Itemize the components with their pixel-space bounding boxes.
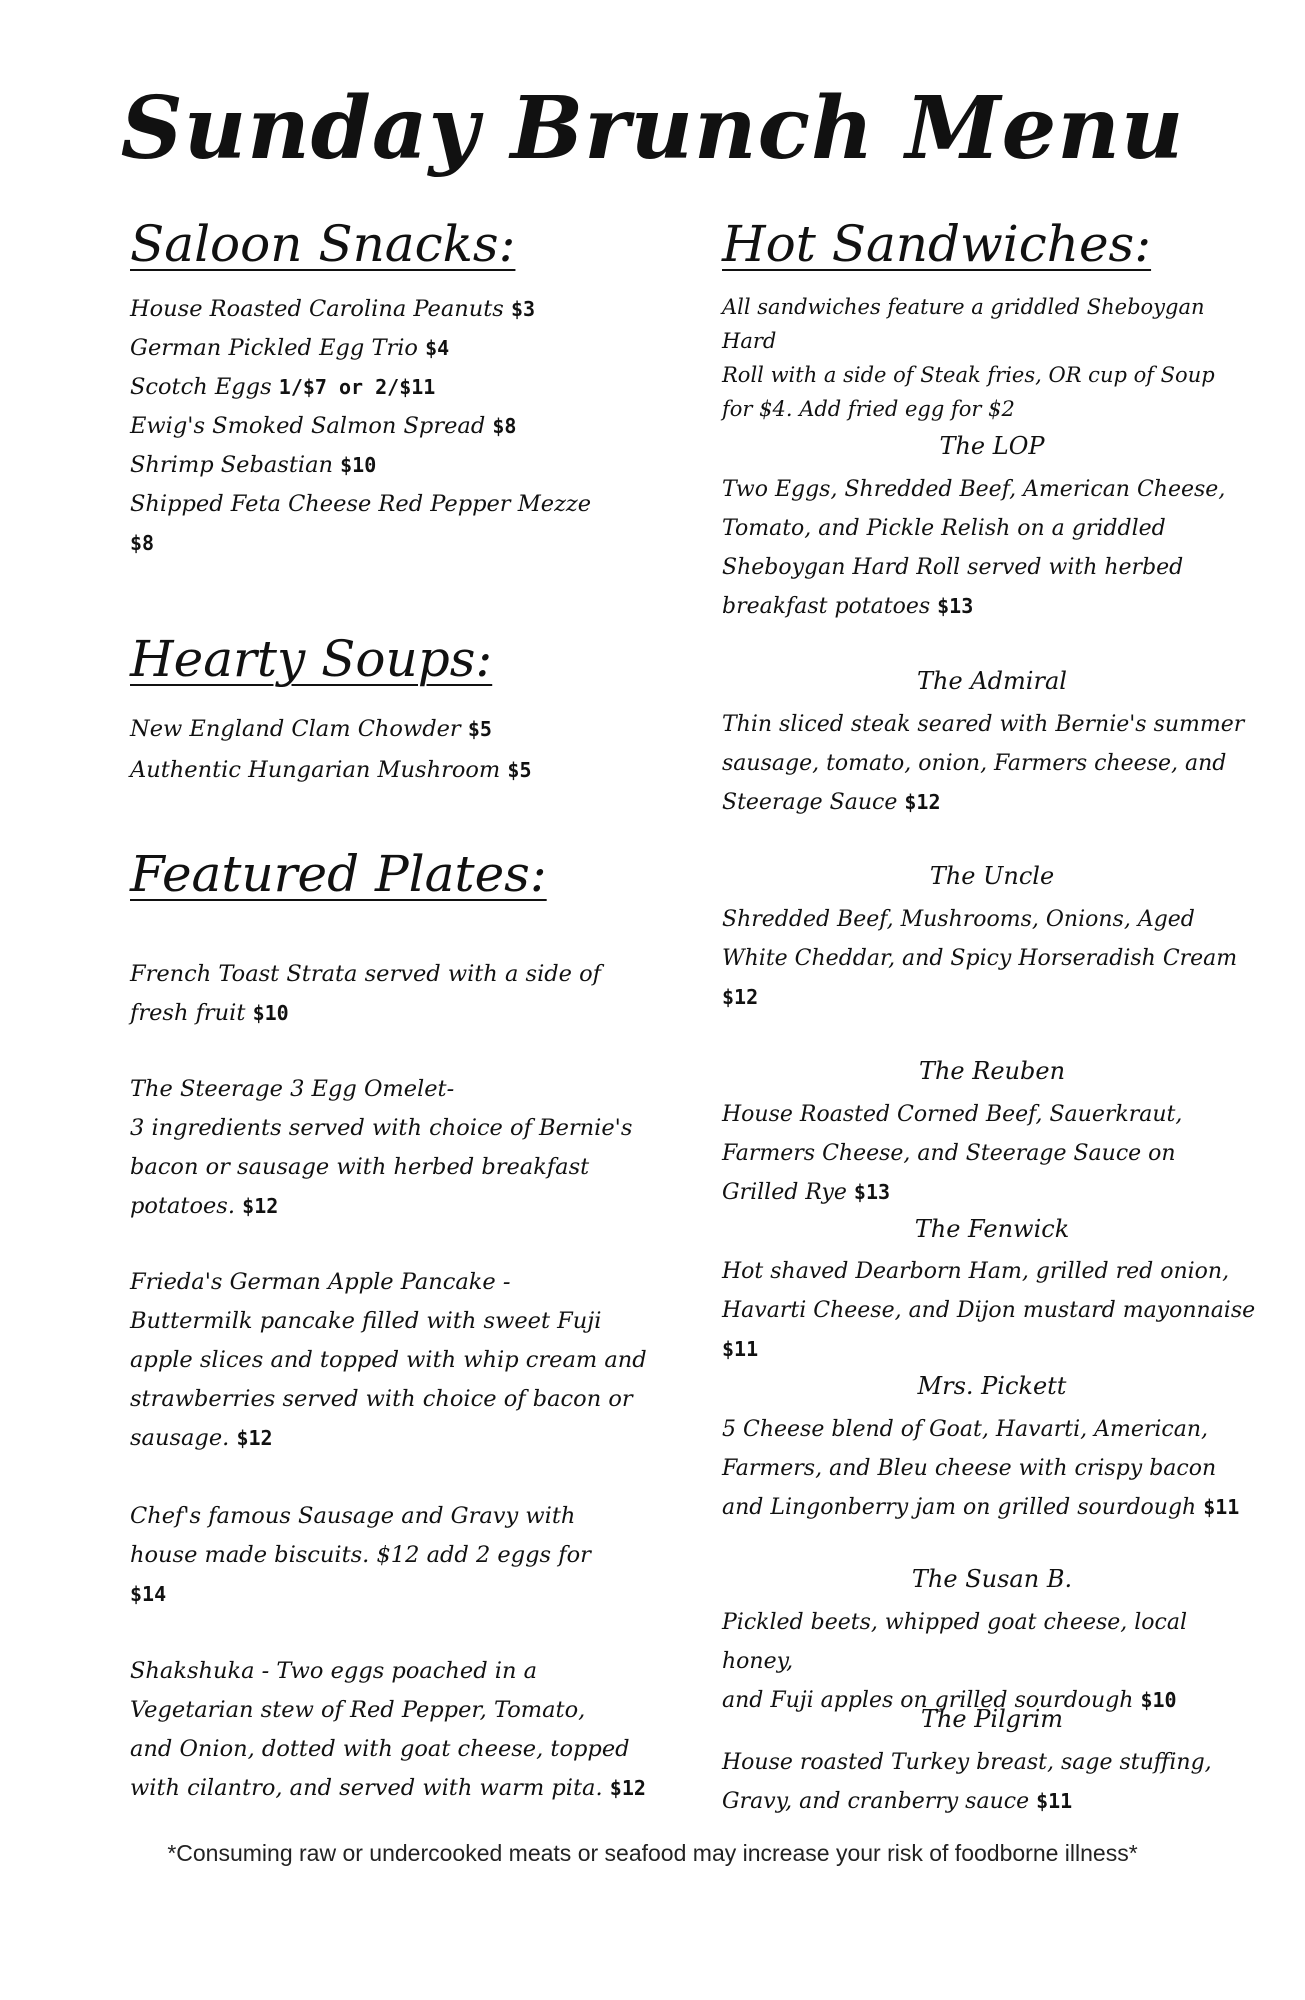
sandwich-name: Mrs. Pickett	[917, 1372, 1067, 1400]
plate-item: The Steerage 3 Egg Omelet- 3 ingredients served with choice of Bernie's bacon or sausage with herbed breakfast potatoes. $12	[130, 1076, 633, 1219]
menu-item: Shrimp Sebastian $10	[130, 452, 377, 478]
page-title: Sunday Brunch Menu	[120, 78, 1185, 179]
sandwich-desc: Thin sliced steak seared with Bernie's summer sausage, tomato, onion, Farmers cheese, and Steerage Sauce $12	[722, 712, 1245, 815]
sandwich-name: The Admiral	[917, 667, 1067, 695]
sandwich-name: The Reuben	[918, 1057, 1066, 1085]
hot-sandwiches-heading: Hot Sandwiches:	[722, 215, 1152, 273]
menu-item: House Roasted Carolina Peanuts $3	[130, 296, 536, 322]
menu-item: Ewig's Smoked Salmon Spread $8	[130, 413, 517, 439]
menu-item: Scotch Eggs 1/$7 or 2/$11	[130, 374, 436, 400]
plate-item: Chef's famous Sausage and Gravy with house made biscuits. $12 add 2 eggs for $14	[130, 1503, 591, 1606]
sandwich-desc: Pickled beets, whipped goat cheese, local honey, and Fuji apples on grilled sourdough $10	[722, 1610, 1188, 1713]
menu-item: Authentic Hungarian Mushroom $5	[130, 757, 532, 783]
menu-item: New England Clam Chowder $5	[130, 716, 492, 742]
sandwich-name: The Pilgrim	[920, 1705, 1064, 1733]
sandwich-name: The Uncle	[929, 862, 1055, 890]
plate-item: Frieda's German Apple Pancake - Buttermilk pancake filled with sweet Fuji apple slices and topped with whip cream and strawberries served with choice of bacon or sausage. $12	[130, 1269, 647, 1451]
sandwich-desc: Two Eggs, Shredded Beef, American Cheese, Tomato, and Pickle Relish on a griddled Sheboygan Hard Roll served with herbed breakfast potatoes $13	[722, 477, 1226, 619]
hearty-soups-heading: Hearty Soups:	[130, 630, 493, 688]
health-disclaimer: *Consuming raw or undercooked meats or seafood may increase your risk of foodborne illness*	[167, 1840, 1138, 1866]
sandwich-desc: House Roasted Corned Beef, Sauerkraut, Farmers Cheese, and Steerage Sauce on Grilled Rye $13	[722, 1102, 1183, 1205]
sandwich-name: The Fenwick	[914, 1215, 1070, 1243]
sandwich-desc: House roasted Turkey breast, sage stuffing, Gravy, and cranberry sauce $11	[722, 1750, 1212, 1814]
sandwich-desc: Hot shaved Dearborn Ham, grilled red onion, Havarti Cheese, and Dijon mustard mayonnaise $11	[722, 1259, 1256, 1361]
sandwich-desc: Shredded Beef, Mushrooms, Onions, Aged White Cheddar, and Spicy Horseradish Cream $12	[722, 907, 1238, 1009]
menu-item: Shipped Feta Cheese Red Pepper Mezze	[130, 491, 592, 517]
sandwich-desc: 5 Cheese blend of Goat, Havarti, American, Farmers, and Bleu cheese with crispy bacon and Lingonberry jam on grilled sourdough $11	[722, 1417, 1240, 1520]
sandwich-intro: All sandwiches feature a griddled Sheboygan Hard Roll with a side of Steak fries, OR cup of Soup for $4. Add fried egg for $2	[722, 295, 1215, 421]
plate-item: French Toast Strata served with a side of fresh fruit $10	[130, 961, 602, 1026]
menu-item: German Pickled Egg Trio $4	[130, 335, 450, 361]
featured-plates-heading: Featured Plates:	[130, 845, 547, 903]
menu-item-price: $8	[130, 531, 155, 555]
sandwich-name: The LOP	[939, 432, 1045, 460]
saloon-snacks-heading: Saloon Snacks:	[130, 215, 516, 273]
sandwich-name: The Susan B.	[911, 1565, 1073, 1593]
plate-item: Shakshuka - Two eggs poached in a Vegetarian stew of Red Pepper, Tomato, and Onion, dotted with goat cheese, topped with cilantro, and served with warm pita. $12	[130, 1658, 646, 1801]
